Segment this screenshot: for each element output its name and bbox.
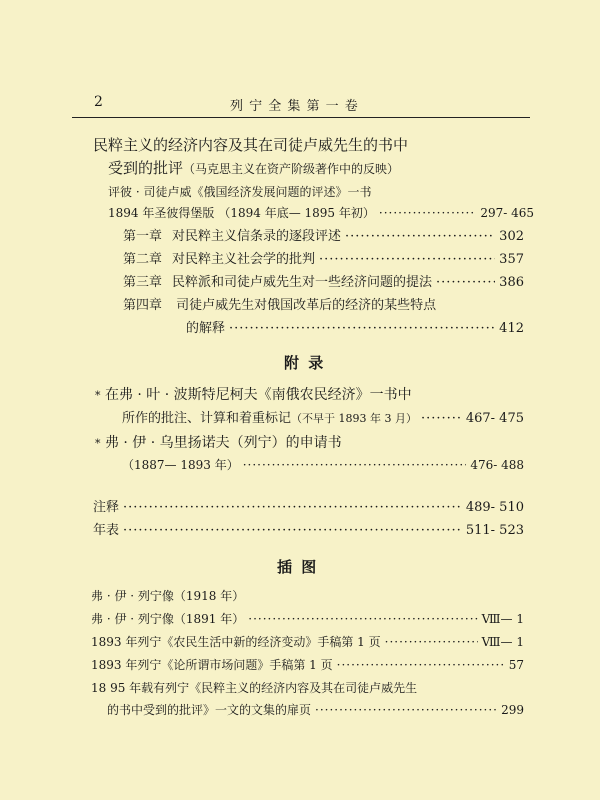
sub-line2-date: （1894 年底— 1895 年初）	[218, 206, 375, 220]
notes-label: 注释	[93, 500, 120, 515]
illustration-title: 弗 · 伊 · 列宁像（1891 年）	[91, 612, 245, 626]
illustrations-heading: 插 图	[277, 558, 319, 576]
main-entry-title-line2-text: 受到的批评	[108, 159, 184, 177]
illustration-title-cont: 的书中受到的批评》一文的文集的扉页	[107, 703, 312, 717]
appendix-item-title: 弗 · 伊 · 乌里扬诺夫（列宁）的申请书	[104, 435, 342, 451]
main-entry-subtitle-line1: 评彼 · 司徒卢威《俄国经济发展问题的评述》一书	[108, 185, 372, 199]
leader-dots	[123, 523, 462, 538]
chapter-number: 第三章	[123, 275, 163, 290]
leader-dots	[421, 411, 462, 426]
illustration-item	[91, 610, 524, 627]
main-entry-subtitle-line2	[108, 204, 534, 221]
illustration-page: Ⅷ— 1	[481, 635, 524, 649]
main-entry-title-line1: 民粹主义的经济内容及其在司徒卢威先生的书中	[93, 136, 409, 154]
leader-dots	[385, 635, 478, 649]
chronology-row	[93, 519, 524, 538]
chapter-page: 386	[499, 275, 524, 290]
illustration-title: 1893 年列宁《论所谓市场问题》手稿第 1 页	[91, 658, 333, 672]
illustration-page: Ⅷ— 1	[481, 612, 524, 626]
chapter-title: 对民粹主义信条录的逐段评述	[172, 229, 342, 244]
chapter-number: 第四章	[123, 298, 163, 313]
appendix-item-pages: 467- 475	[465, 411, 524, 426]
chapter-title: 民粹派和司徒卢威先生对一些经济问题的提法	[172, 275, 433, 290]
leader-dots	[345, 229, 495, 244]
leader-dots	[243, 458, 467, 472]
illustration-page: 299	[501, 703, 524, 717]
chapter-row	[123, 248, 524, 267]
appendix-item-date: （1887— 1893 年）	[122, 458, 239, 472]
leader-dots	[337, 658, 505, 672]
chapter-number: 第一章	[123, 229, 163, 244]
chapter-title: 司徒卢威先生对俄国改革后的经济的某些特点	[176, 298, 437, 313]
main-entry-note: （马克思主义在资产阶级著作中的反映）	[183, 162, 400, 176]
leader-dots	[229, 321, 495, 336]
illustration-item-continuation	[107, 701, 524, 718]
appendix-item-note: （不早于 1893 年 3 月）	[291, 412, 417, 425]
leader-dots	[436, 275, 495, 290]
illustration-item: 18 95 年载有列宁《民粹主义的经济内容及其在司徒卢威先生	[91, 681, 418, 695]
notes-pages: 489- 510	[465, 500, 524, 515]
chapter-title-cont: 的解释	[186, 321, 226, 336]
chapter-row-continuation	[186, 317, 524, 336]
chapter-row	[123, 271, 524, 290]
illustration-page: 57	[508, 658, 524, 672]
chronology-label: 年表	[93, 523, 120, 538]
running-title: 列 宁 全 集 第 一 卷	[230, 99, 359, 114]
chapter-row	[123, 225, 524, 244]
chapter-row	[123, 294, 436, 313]
chapter-page: 357	[499, 252, 524, 267]
page-ref: 297- 465	[480, 206, 534, 220]
notes-row	[93, 496, 524, 515]
illustration-item	[91, 656, 524, 673]
chapter-page: 302	[499, 229, 524, 244]
appendix-item-line2	[122, 456, 524, 473]
appendix-heading: 附 录	[284, 354, 326, 372]
illustration-item	[91, 633, 524, 650]
header-rule	[72, 117, 530, 118]
appendix-item-line2	[122, 407, 524, 426]
appendix-item-title-cont: 所作的批注、计算和着重标记	[122, 411, 292, 426]
chapter-title: 对民粹主义社会学的批判	[172, 252, 316, 267]
illustration-item: 弗 · 伊 · 列宁像（1918 年）	[91, 589, 245, 603]
appendix-item-pages: 476- 488	[470, 458, 524, 472]
chapter-page: 412	[499, 321, 524, 336]
page-number: 2	[94, 94, 103, 110]
leader-dots	[248, 612, 477, 626]
leader-dots	[319, 252, 495, 267]
main-entry-title-line2	[108, 157, 399, 178]
chapter-number: 第二章	[123, 252, 163, 267]
chronology-pages: 511- 523	[465, 523, 524, 538]
sub-line2-text: 1894 年圣彼得堡版	[108, 206, 215, 220]
appendix-item	[95, 432, 342, 452]
leader-dots	[123, 500, 462, 515]
leader-dots	[315, 703, 497, 717]
leader-dots	[379, 206, 476, 220]
appendix-item	[95, 384, 412, 404]
illustration-title: 1893 年列宁《农民生活中新的经济变动》手稿第 1 页	[91, 635, 381, 649]
appendix-item-title: 在弗 · 叶 · 波斯特尼柯夫《南俄农民经济》一书中	[104, 387, 412, 403]
asterisk-mark: *	[95, 389, 101, 402]
asterisk-mark: *	[95, 437, 101, 450]
